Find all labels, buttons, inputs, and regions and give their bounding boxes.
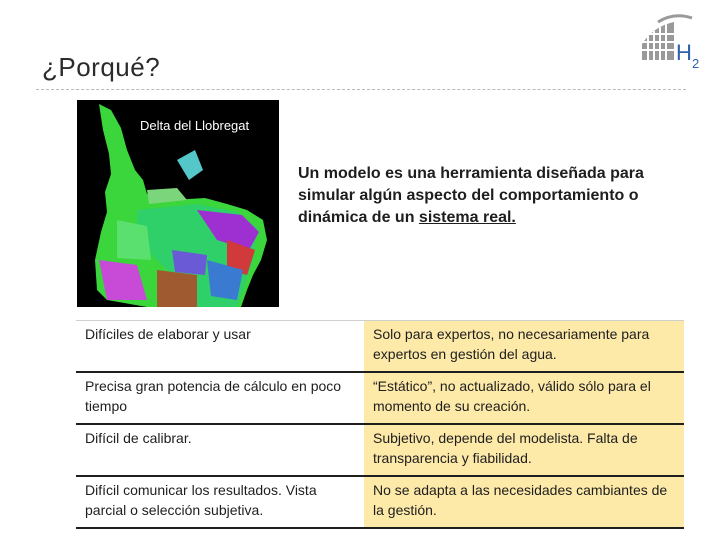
model-definition [298, 163, 698, 229]
table-cell-left: Precisa gran potencia de cálculo en poco tiempo [76, 372, 364, 424]
definition-underlined: sistema real. [418, 209, 516, 226]
drawbacks-table [76, 320, 684, 529]
table-row [76, 424, 684, 476]
definition-text: Un modelo es una herramienta diseñada para simular algún aspecto del comportamiento o dinámica de un [298, 165, 644, 226]
table-cell-right: “Estático”, no actualizado, válido sólo para el momento de su creación. [364, 372, 684, 424]
table-row [76, 321, 684, 373]
table-row [76, 372, 684, 424]
svg-text:H: H [676, 40, 692, 65]
table-cell-right: Solo para expertos, no necesariamente para expertos en gestión del agua. [364, 321, 684, 373]
svg-text:2: 2 [692, 56, 700, 71]
table-cell-left: Difíciles de elaborar y usar [76, 321, 364, 373]
table-cell-right: No se adapta a las necesidades cambiantes de la gestión. [364, 476, 684, 528]
table-row [76, 476, 684, 528]
table-cell-left: Difícil de calibrar. [76, 424, 364, 476]
table-cell-right: Subjetivo, depende del modelista. Falta de transparencia y fiabilidad. [364, 424, 684, 476]
page-title: ¿Porqué? [42, 52, 161, 82]
h2-logo-icon [636, 4, 706, 82]
figure-label: Delta del Llobregat [140, 118, 250, 133]
table-cell-left: Difícil comunicar los resultados. Vista parcial o selección subjetiva. [76, 476, 364, 528]
title-divider [36, 89, 686, 90]
